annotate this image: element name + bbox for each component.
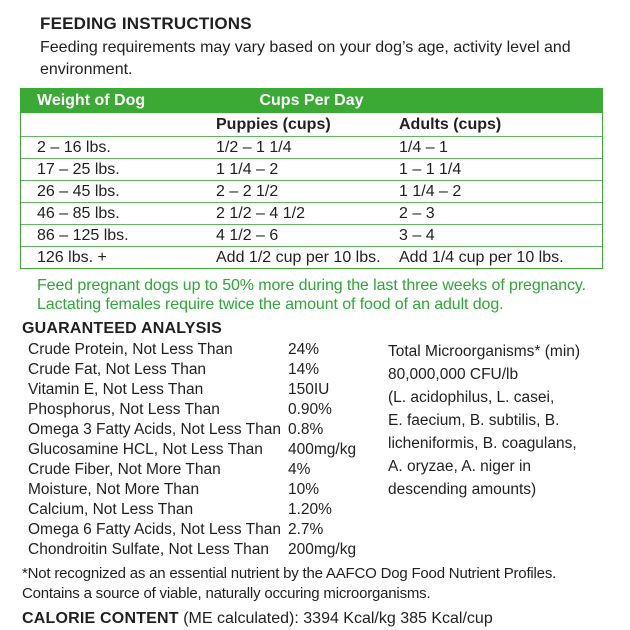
page-title: FEEDING INSTRUCTIONS xyxy=(40,14,252,33)
adults-column-header: Adults (cups) xyxy=(399,116,502,133)
analysis-label: Phosphorus, Not Less Than xyxy=(28,401,220,418)
weight-cell: 46 – 85 lbs. xyxy=(37,205,120,222)
cups-per-day-header: Cups Per Day xyxy=(259,92,364,109)
analysis-row xyxy=(28,460,388,480)
microorganisms-line: A. oryzae, A. niger in xyxy=(388,458,532,475)
analysis-row xyxy=(28,400,388,420)
analysis-value: 400mg/kg xyxy=(288,441,357,458)
microorganisms-block xyxy=(388,340,623,560)
analysis-row xyxy=(28,520,388,540)
footnote-line2: Contains a source of viable, naturally occuring microorganisms. xyxy=(22,585,431,602)
analysis-value: 24% xyxy=(288,341,320,358)
feeding-table xyxy=(20,88,603,269)
analysis-label: Vitamin E, Not Less Than xyxy=(28,381,204,398)
weight-cell: 17 – 25 lbs. xyxy=(37,161,120,178)
weight-cell: 2 – 16 lbs. xyxy=(37,139,111,156)
microorganisms-line: 80,000,000 CFU/lb xyxy=(388,366,519,383)
guaranteed-analysis-heading: GUARANTEED ANALYSIS xyxy=(22,320,222,337)
analysis-value: 0.90% xyxy=(288,401,332,418)
analysis-label: Crude Fat, Not Less Than xyxy=(28,361,207,378)
calorie-content-value: (ME calculated): 3394 Kcal/kg 385 Kcal/cup xyxy=(178,610,493,627)
calorie-content xyxy=(22,610,630,628)
microorganisms-line: (L. acidophilus, L. casei, xyxy=(388,389,555,406)
table-row xyxy=(21,180,602,202)
analysis-label: Omega 3 Fatty Acids, Not Less Than xyxy=(28,421,282,438)
analysis-value: 14% xyxy=(288,361,320,378)
microorganisms-line: Total Microorganisms* (min) xyxy=(388,343,581,360)
pregnancy-note-line1: Feed pregnant dogs up to 50% more during the last three weeks of pregnancy. xyxy=(37,277,586,294)
analysis-row xyxy=(28,380,388,400)
adults-cell: 3 – 4 xyxy=(399,227,435,244)
analysis-label: Omega 6 Fatty Acids, Not Less Than xyxy=(28,521,282,538)
weight-cell: 126 lbs. + xyxy=(37,249,107,266)
subheader-spacer xyxy=(21,113,216,136)
weight-cell: 86 – 125 lbs. xyxy=(37,227,129,244)
analysis-row xyxy=(28,340,388,360)
puppies-cell: Add 1/2 cup per 10 lbs. xyxy=(216,249,381,266)
feeding-table-subheader xyxy=(21,113,602,136)
analysis-value: 150IU xyxy=(288,381,330,398)
table-row xyxy=(21,158,602,180)
guaranteed-analysis xyxy=(28,340,630,560)
analysis-label: Moisture, Not More Than xyxy=(28,481,200,498)
table-row xyxy=(21,202,602,224)
adults-cell: 1 – 1 1/4 xyxy=(399,161,462,178)
analysis-value: 200mg/kg xyxy=(288,541,357,558)
analysis-value: 4% xyxy=(288,461,311,478)
analysis-value: 10% xyxy=(288,481,320,498)
analysis-label: Crude Fiber, Not More Than xyxy=(28,461,221,478)
analysis-value: 0.8% xyxy=(288,421,324,438)
analysis-value: 1.20% xyxy=(288,501,332,518)
analysis-label: Glucosamine HCL, Not Less Than xyxy=(28,441,263,458)
analysis-items xyxy=(28,340,388,560)
microorganisms-line: licheniformis, B. coagulans, xyxy=(388,435,577,452)
feeding-subtitle: Feeding requirements may vary based on your dog’s age, activity level and environment. xyxy=(40,39,571,78)
feeding-table-header xyxy=(21,88,602,113)
analysis-row xyxy=(28,440,388,460)
microorganisms-line: E. faecium, B. subtilis, B. xyxy=(388,412,560,429)
puppies-cell: 1/2 – 1 1/4 xyxy=(216,139,292,156)
weight-of-dog-header: Weight of Dog xyxy=(37,92,146,109)
aafco-footnote xyxy=(22,564,630,604)
analysis-row xyxy=(28,540,388,560)
analysis-label: Calcium, Not Less Than xyxy=(28,501,194,518)
puppies-cell: 1 1/4 – 2 xyxy=(216,161,279,178)
analysis-row xyxy=(28,500,388,520)
microorganisms-line: descending amounts) xyxy=(388,481,537,498)
adults-cell: Add 1/4 cup per 10 lbs. xyxy=(399,249,564,266)
pregnancy-note-line2: Lactating females require twice the amount of food of an adult dog. xyxy=(37,296,504,313)
table-row xyxy=(21,136,602,158)
puppies-column-header: Puppies (cups) xyxy=(216,116,331,133)
puppies-cell: 4 1/2 – 6 xyxy=(216,227,279,244)
analysis-row xyxy=(28,360,388,380)
adults-cell: 1/4 – 1 xyxy=(399,139,448,156)
analysis-value: 2.7% xyxy=(288,521,324,538)
feeding-table-body xyxy=(21,136,602,268)
table-row xyxy=(21,246,602,268)
puppies-cell: 2 – 2 1/2 xyxy=(216,183,279,200)
table-row xyxy=(21,224,602,246)
footnote-line1: *Not recognized as an essential nutrient by the AAFCO Dog Food Nutrient Profiles. xyxy=(22,565,557,582)
adults-cell: 2 – 3 xyxy=(399,205,435,222)
puppies-cell: 2 1/2 – 4 1/2 xyxy=(216,205,305,222)
analysis-row xyxy=(28,480,388,500)
weight-cell: 26 – 45 lbs. xyxy=(37,183,120,200)
adults-cell: 1 1/4 – 2 xyxy=(399,183,462,200)
analysis-label: Chondroitin Sulfate, Not Less Than xyxy=(28,541,269,558)
calorie-content-label: CALORIE CONTENT xyxy=(22,610,179,627)
analysis-row xyxy=(28,420,388,440)
analysis-label: Crude Protein, Not Less Than xyxy=(28,341,233,358)
pregnancy-note xyxy=(37,276,630,314)
